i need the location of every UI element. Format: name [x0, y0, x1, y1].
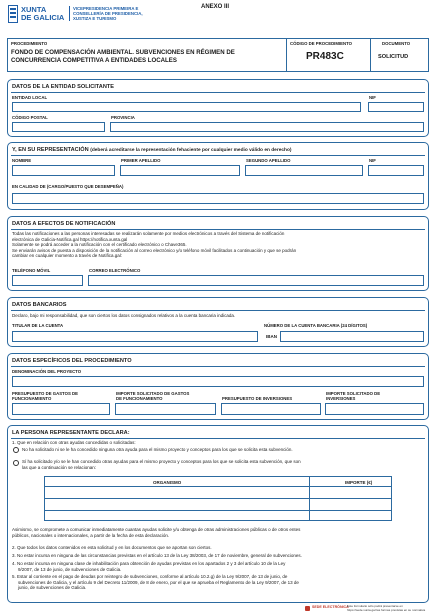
holder-label: TITULAR DE LA CUENTA — [12, 323, 64, 328]
project-label: DENOMINACIÓN DEL PROYECTO — [12, 369, 82, 374]
item-line: 5. Estar al corriente en el pago de deudas por reintegro de subvenciones, conforme al artículo 10.2.g) de la Ley 9/2007, de 13 de junio, de — [12, 574, 288, 579]
notification-section — [7, 216, 429, 291]
phone-field[interactable] — [12, 275, 83, 286]
xunta-logo — [8, 4, 68, 24]
section-separator — [11, 92, 425, 93]
dept-line: XUSTIZA E TURISMO — [73, 16, 117, 21]
budget-investment-field[interactable] — [221, 403, 321, 415]
table-row[interactable] — [45, 487, 391, 499]
email-field[interactable] — [88, 275, 424, 286]
item-line: 4. No estar incursa en ninguna clase de inhabilitación para obtención de ayudas previstas en los apartados 2 y 3 del artículo 10 de la Ley — [12, 561, 286, 566]
representative-section — [7, 142, 429, 210]
label-line: PRESUPUESTO DE INVERSIONES — [222, 396, 293, 401]
declaration-section — [7, 425, 429, 603]
procedure-title-box — [7, 38, 429, 72]
footer-note — [347, 605, 425, 612]
divider — [286, 39, 287, 71]
requested-operating-field[interactable] — [115, 403, 216, 415]
footer-note-line: Este formulario sólo podrá presentarse en — [347, 604, 403, 608]
notification-line: electrónica de Galicia-Notifica.gal https://notifica.xunta.gal — [12, 236, 128, 242]
dept-line: CONSELLERÍA DE PRESIDENCIA, — [73, 11, 143, 16]
notification-text — [12, 231, 426, 259]
budget-operating-field[interactable] — [12, 403, 110, 415]
sede-icon — [305, 606, 310, 611]
account-label: NÚMERO DE LA CUENTA BANCARIA (24 DÍGITOS) — [264, 323, 368, 328]
commitment-line: públicos, nacionales o internacionales, a partir de la fecha de esta declaración. — [12, 532, 170, 538]
surname1-label: PRIMER APELLIDO — [121, 158, 161, 163]
option-line: las que a continuación se relacionan: — [22, 464, 97, 470]
section-separator — [11, 310, 425, 311]
requested-investment-field[interactable] — [325, 403, 424, 415]
procedure-code: PR483C — [306, 51, 344, 62]
radio-no-other-aid[interactable] — [13, 447, 19, 453]
aid-table-header — [45, 477, 391, 487]
entity-label: ENTIDAD LOCAL — [12, 95, 48, 100]
procedure-line: CONCURRENCIA COMPETITIVA A ENTIDADES LOCALES — [11, 56, 177, 64]
project-field[interactable] — [12, 376, 424, 387]
rep-nif-label: NIF — [369, 158, 376, 163]
commitment-line: Asimismo, se compromete a comunicar inmediatamente cuantas ayudas solicite y/u obtenga de otras administraciones públicas o de otros entes — [12, 527, 301, 532]
option-other-aid — [22, 459, 301, 470]
procedure-data-title: DATOS ESPECÍFICOS DEL PROCEDIMIENTO — [12, 358, 132, 364]
iban-field[interactable] — [280, 331, 424, 342]
holder-field[interactable] — [12, 331, 258, 342]
footer-note-line: https://sede.xunta.gal las formas previstas en su normativa — [347, 607, 426, 612]
department-name — [69, 6, 143, 21]
notification-line: Solamente se podrá acceder a la notificación con el certificado electrónico o Chave365. — [12, 242, 187, 248]
col-organismo: ORGANISMO — [153, 480, 182, 485]
position-label: EN CALIDAD DE (CARGO/PUESTO QUE DESEMPEÑA) — [12, 184, 124, 189]
table-row[interactable] — [45, 511, 391, 521]
surname2-label: SEGUNDO APELLIDO — [246, 158, 291, 163]
email-label: CORREO ELECTRÓNICO — [89, 268, 141, 273]
representative-title-note: (deberá acreditarse la representación fehaciente por cualquier medio válido en derecho) — [90, 148, 292, 153]
doc-label: DOCUMENTO — [382, 41, 411, 46]
label-line: FUNCIONAMIENTO — [12, 396, 52, 401]
province-label: PROVINCIA — [111, 115, 135, 120]
label-line: DE FUNCIONAMIENTO — [116, 396, 163, 401]
postal-code-field[interactable] — [12, 122, 105, 132]
item-line: 9/2007, de 13 de junio, de subvenciones de Galicia. — [18, 566, 122, 572]
code-label: CÓDIGO DE PROCEDIMIENTO — [290, 41, 352, 46]
footer — [305, 605, 435, 614]
section-separator — [11, 155, 425, 156]
table-row[interactable] — [45, 499, 391, 511]
commitment-text — [12, 527, 426, 538]
annex-label: ANEXO III — [201, 4, 230, 10]
divider — [370, 39, 371, 71]
declaration-item-1: 1. Que en relación con otras ayudas concedidas o solicitadas: — [12, 440, 136, 445]
option-no-other-aid: No ha solicitado ni se le ha concedido ninguna otra ayuda para el mismo proyecto y conceptos para los que se solicita esta subvención. — [22, 447, 293, 452]
province-field[interactable] — [110, 122, 424, 132]
aid-table — [44, 476, 392, 521]
name-field[interactable] — [12, 165, 115, 176]
entity-field[interactable] — [12, 102, 361, 112]
procedure-line: FONDO DE COMPENSACIÓN AMBIENTAL. SUBVENCIONES EN RÉGIMEN DE — [11, 49, 235, 56]
surname2-field[interactable] — [245, 165, 363, 176]
bank-title: DATOS BANCARIOS — [12, 302, 67, 308]
logo-text: XUNTA DE GALICIA — [21, 5, 65, 22]
position-field[interactable] — [12, 193, 424, 204]
label-line: IMPORTE SOLICITADO DE GASTOS — [116, 391, 190, 396]
applicant-title: DATOS DE LA ENTIDAD SOLICITANTE — [12, 84, 115, 90]
budget-investment-label — [222, 396, 292, 401]
bank-section — [7, 297, 429, 347]
doc-type: SOLICITUD — [378, 54, 409, 60]
sede-label: SEDE ELECTRÓNICA — [312, 605, 349, 609]
applicant-nif-field[interactable] — [368, 102, 424, 112]
surname1-field[interactable] — [120, 165, 240, 176]
representative-title-text: Y, EN SU REPRESENTACIÓN — [12, 147, 89, 153]
bank-statement: Declaro, bajo mi responsabilidad, que son ciertos los datos consignados relativos a la cuenta bancaria indicada. — [12, 313, 236, 318]
applicant-nif-label: NIF — [369, 95, 376, 100]
label-line: PRESUPUESTO DE GASTOS DE — [12, 391, 78, 396]
declaration-item-4 — [12, 561, 426, 572]
item-line: junio, de subvenciones de Galicia. — [18, 585, 87, 591]
requested-operating-label — [116, 391, 189, 401]
dept-line: VICEPRESIDENCIA PRIMEIRA E — [73, 6, 139, 11]
notification-line: Todas las notificaciones a las personas interesadas se realizarán solamente por medios electrónicos a través del Sistema de notificación — [12, 231, 285, 236]
section-separator — [11, 438, 425, 439]
postal-code-label: CÓDIGO POSTAL — [12, 115, 48, 120]
radio-other-aid[interactable] — [13, 460, 19, 466]
declaration-item-3: 3. No estar incursa en ninguna de las circunstancias previstas en el artículo 13 de la Ley 38/2003, de 17 de noviembre, general de subvenciones. — [12, 553, 302, 558]
notification-line: cambiar en cualquier momento a través de Notifica.gal: — [12, 253, 123, 259]
procedure-label: PROCEDIMIENTO — [11, 41, 48, 46]
representative-title — [12, 147, 292, 153]
procedure-name — [11, 49, 235, 64]
applicant-section — [7, 79, 429, 137]
xunta-shield-icon — [8, 5, 18, 23]
name-label: NOMBRE — [12, 158, 32, 163]
label-line: INVERSIONES — [326, 396, 356, 401]
col-importe: IMPORTE (€) — [345, 480, 373, 485]
declaration-item-5 — [12, 574, 426, 591]
iban-label: IBAN — [266, 334, 277, 339]
label-line: IMPORTE SOLICITADO DE — [326, 391, 381, 396]
item-line: subvenciones de Galicia, y el artículo 9 del Decreto 11/2009, de 8 de enero, por el que se aprueba el Reglamento de la Ley 9/2007, de 13 de — [18, 579, 299, 585]
notification-line: Se enviarán avisos de puesta a disposición de la notificación al correo electrónico y/o teléfono móvil facilitados a continuación y que se podrán — [12, 247, 297, 253]
rep-nif-field[interactable] — [368, 165, 424, 176]
budget-operating-label — [12, 391, 78, 401]
phone-label: TELÉFONO MÓVIL — [12, 268, 51, 273]
procedure-data-section — [7, 353, 429, 420]
section-separator — [11, 229, 425, 230]
declaration-item-2: 2. Que todos los datos contenidos en esta solicitud y en los documentos que se aportan son ciertos. — [12, 545, 212, 550]
option-line: Sí ha solicitado y/o se le han concedido otras ayudas para el mismo proyecto y conceptos para los que se solicita esta subvención, que son — [22, 459, 301, 464]
requested-investment-label — [326, 391, 380, 401]
notification-title: DATOS A EFECTOS DE NOTIFICACIÓN — [12, 221, 116, 227]
declaration-title: LA PERSONA REPRESENTANTE DECLARA: — [12, 430, 130, 436]
section-separator — [11, 366, 425, 367]
